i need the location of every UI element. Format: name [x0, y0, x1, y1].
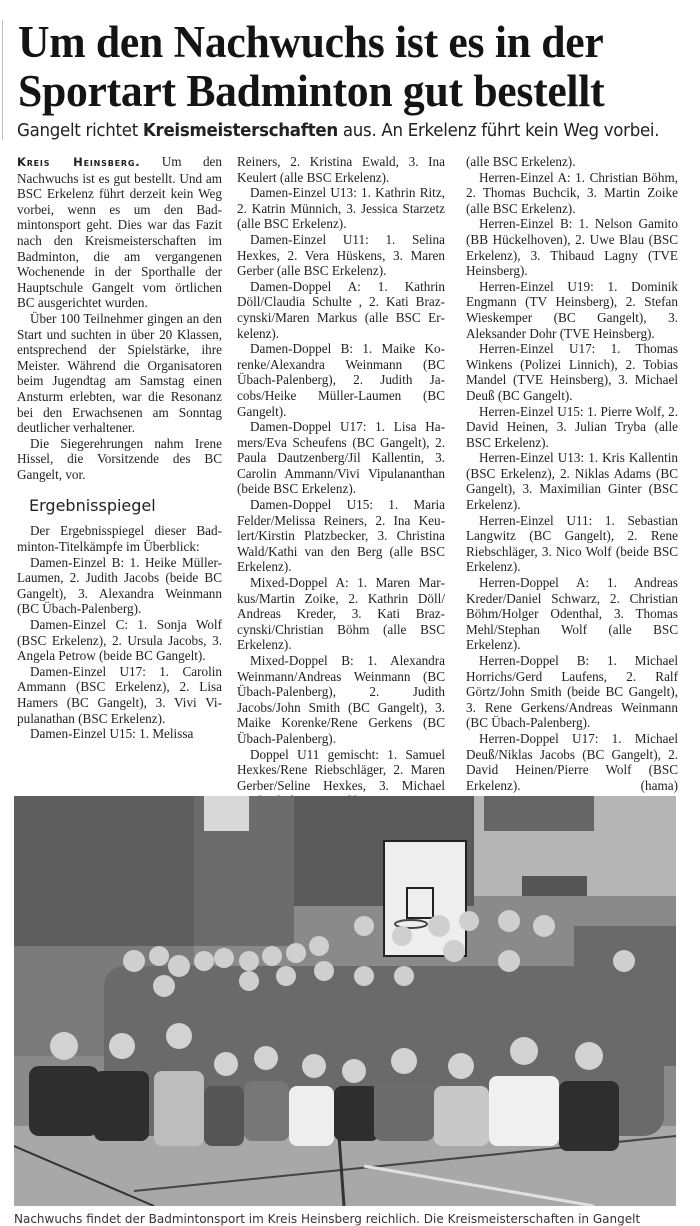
result-entry: Herren-Einzel U11: 1. Sebastian Langwitz (BC Gangelt), 2. Rene Riebschläger, 3. Nico Wolf (beide BSC Erkelenz). [466, 512, 678, 575]
wall-right-panel [484, 796, 594, 831]
headline-line-2: Sportart Badminton gut bestellt [18, 66, 605, 116]
result-entry: Damen-Einzel U11: 1. Selina Hexkes, 2. Vera Hüskens, 3. Maren Gerber (alle BSC Erkelenz). [237, 231, 445, 279]
result-entry [466, 731, 678, 793]
result-entry: Herren-Doppel A: 1. Andreas Kreder/Daniel Schwarz, 2. Christian Böhm/Holger Odenthal, 3. Thomas Mehl/Stephan Wolf (alle BSC Erkelenz). [466, 575, 678, 653]
article-column-2 [237, 154, 445, 809]
result-entry: Herren-Einzel A: 1. Christian Böhm, 2. Thomas Buchcik, 3. Martin Zoike (alle BSC Erkelenz). [466, 169, 678, 216]
result-entry: (alle BSC Erkelenz). [466, 154, 576, 169]
subhead-text: Gangelt richtet [17, 121, 143, 141]
result-entry: Herren-Einzel B: 1. Nelson Gamito (BB Hückelhoven), 2. Uwe Blau (BSC Erkelenz), 3. Thibaud Lagny (TVE Heinsberg). [466, 216, 678, 279]
result-entry: Mixed-Doppel A: 1. Maren Markus/Martin Zoike, 2. Kathrin Döll/ Andreas Kreder, 3. Kati Brazcynski/Christian Böhm (alle BSC Erkelenz). [237, 575, 445, 653]
group-photo [14, 796, 676, 1206]
subheadline [17, 120, 663, 142]
headline-line-1: Um den Nachwuchs ist es in der [18, 17, 604, 67]
result-text: Herren-Doppel U17: 1. Michael Deuß/Niklas Jacobs (BC Gangelt), 2. David Heinen/Pierre Wolf (BSC Erkelenz). [466, 730, 678, 793]
result-entry: Doppel U11 gemischt: 1. Samuel Hexkes/Rene Riebschläger, 2. Maren Gerber/Seline Hexkes, 3. Michael [237, 746, 445, 793]
result-entry: Reiners, 2. Kristina Ewald, 3. Ina Keulert (alle BSC Erkelenz). [237, 154, 445, 185]
result-entry: Damen-Doppel U17: 1. Lisa Hamers/Eva Scheufens (BC Gangelt), 2. Paula Dautzenberg/Jil Kallentin, 3. Carolin Ammann/Vivi Vipulananthan (beide BSC Erkelenz). [237, 419, 445, 497]
result-entry: Damen-Einzel U15: 1. Melissa [30, 726, 194, 742]
result-entry: Herren-Einzel U13: 1. Kris Kallentin (BSC Erkelenz), 2. Niklas Adams (BC Gangelt), 3. Maximilian Ginter (BSC Erkelenz). [466, 450, 678, 513]
result-entry: Herren-Doppel B: 1. Michael Horrichs/Gerd Laufens, 2. Ralf Görtz/John Smith (beide BC Gangelt), 3. Rene Gerkens/Andreas Weinmann (BC Übach-Palenberg). [466, 653, 678, 731]
result-entry: Herren-Einzel U19: 1. Dominik Engmann (TV Heinsberg), 2. Stefan Wieskemper (BC Gangelt), 3. Aleksander Dohr (TVE Heinsberg). [466, 278, 678, 341]
subhead-bold: Kreismeisterschaften [142, 121, 338, 141]
article-column-3 [466, 154, 678, 793]
result-entry: Herren-Einzel U17: 1. Thomas Winkens (Polizei Linnich), 2. Tobias Mandel (TVE Heinsberg), 3. Michael Deuß (BC Gangelt). [466, 341, 678, 403]
intro-text: Um den Nachwuchs ist es gut bestellt. Und am BSC Erkelenz führt derzeit kein Weg vorbei, wenn es um den Badmintonsport geht. Dies war das Fazit nach den Kreismeisterschaften im Badminton, die am vergangenen Wochenende in der Sporthalle der Hauptschule Gangelt vom örtlichen BC ausgerichtet wurden. [17, 154, 222, 311]
section-heading: Ergebnisspiegel [29, 496, 156, 516]
result-entry: Damen-Doppel B: 1. Maike Korenke/Alexandra Weinmann (BC Übach-Palenberg), 2. Judith Jacobs/Heike Müller-Laumen (BC Gangelt). [237, 341, 445, 419]
body-paragraph: Die Siegerehrungen nahm Irene Hissel, die Vorsitzende des BC Gangelt, vor. [17, 435, 222, 482]
article-column-1 [17, 154, 222, 742]
column-rule [2, 20, 3, 140]
wall-left-upper [14, 796, 194, 946]
result-entry: Mixed-Doppel B: 1. Alexandra Weinmann/Andreas Weinmann (BC Übach-Palenberg), 2. Judith Jacobs/John Smith (BC Gangelt), 3. Maike Korenke/Rene Gerkens (BC Übach-Palenberg). [237, 653, 445, 746]
photo-caption: Nachwuchs findet der Badmintonsport im Kreis Heinsberg reichlich. Die Kreismeisterschaften in Gangelt [14, 1212, 641, 1226]
vent [522, 876, 587, 896]
results-intro: Der Ergebnisspiegel dieser Badminton-Titelkämpfe im Überblick: [17, 523, 222, 555]
window [204, 796, 249, 831]
dateline: Kreis Heinsberg. [17, 155, 141, 169]
result-entry: Damen-Einzel U13: 1. Kathrin Ritz, 2. Katrin Münnich, 3. Jessica Starzetz (alle BSC Erkelenz). [237, 185, 445, 232]
result-entry: Damen-Einzel B: 1. Heike Müller-Laumen, 2. Judith Jacobs (beide BC Gangelt), 3. Alexandra Weinmann (BC Übach-Palenberg). [17, 554, 222, 617]
result-entry: Damen-Doppel A: 1. Kathrin Döll/Claudia Schulte , 2. Kati Brazcynski/Maren Markus (alle BSC Erkelenz). [237, 278, 445, 341]
body-paragraph: Über 100 Teilnehmer gingen an den Start und suchten in über 20 Klassen, entsprechend der Spielstärke, ihre Meister. Während die Organisatoren beim Jugendtag am Samstag einen Ansturm erlebten, war die Resonanz bei den Erwachsenen am Sonntag deutlicher verhaltener. [17, 310, 222, 436]
result-entry: Damen-Einzel U17: 1. Carolin Ammann (BSC Erkelenz), 2. Lisa Hamers (BC Gangelt), 3. Vivi Vipulanathan (BSC Erkelenz). [17, 663, 222, 726]
intro-paragraph [17, 154, 222, 311]
photo-illustration [14, 796, 676, 1206]
result-entry: Damen-Einzel C: 1. Sonja Wolf (BSC Erkelenz), 2. Ursula Jacobs, 3. Angela Petrow (beide BC Gangelt). [17, 617, 222, 664]
subhead-text-end: aus. An Erkelenz führt kein Weg vorbei. [337, 121, 660, 141]
result-entry: Herren-Einzel U15: 1. Pierre Wolf, 2. David Heinen, 3. Julian Tryba (alle BSC Erkelenz). [466, 403, 678, 450]
headline [18, 18, 678, 116]
result-entry: Damen-Doppel U15: 1. Maria Felder/Melissa Reiners, 2. Ina Keulert/Kirstin Platzbecker, 3. Christina Wald/Kathi van den Berg (alle BSC Erkelenz). [237, 497, 445, 575]
author-initials: (hama) [640, 777, 678, 793]
